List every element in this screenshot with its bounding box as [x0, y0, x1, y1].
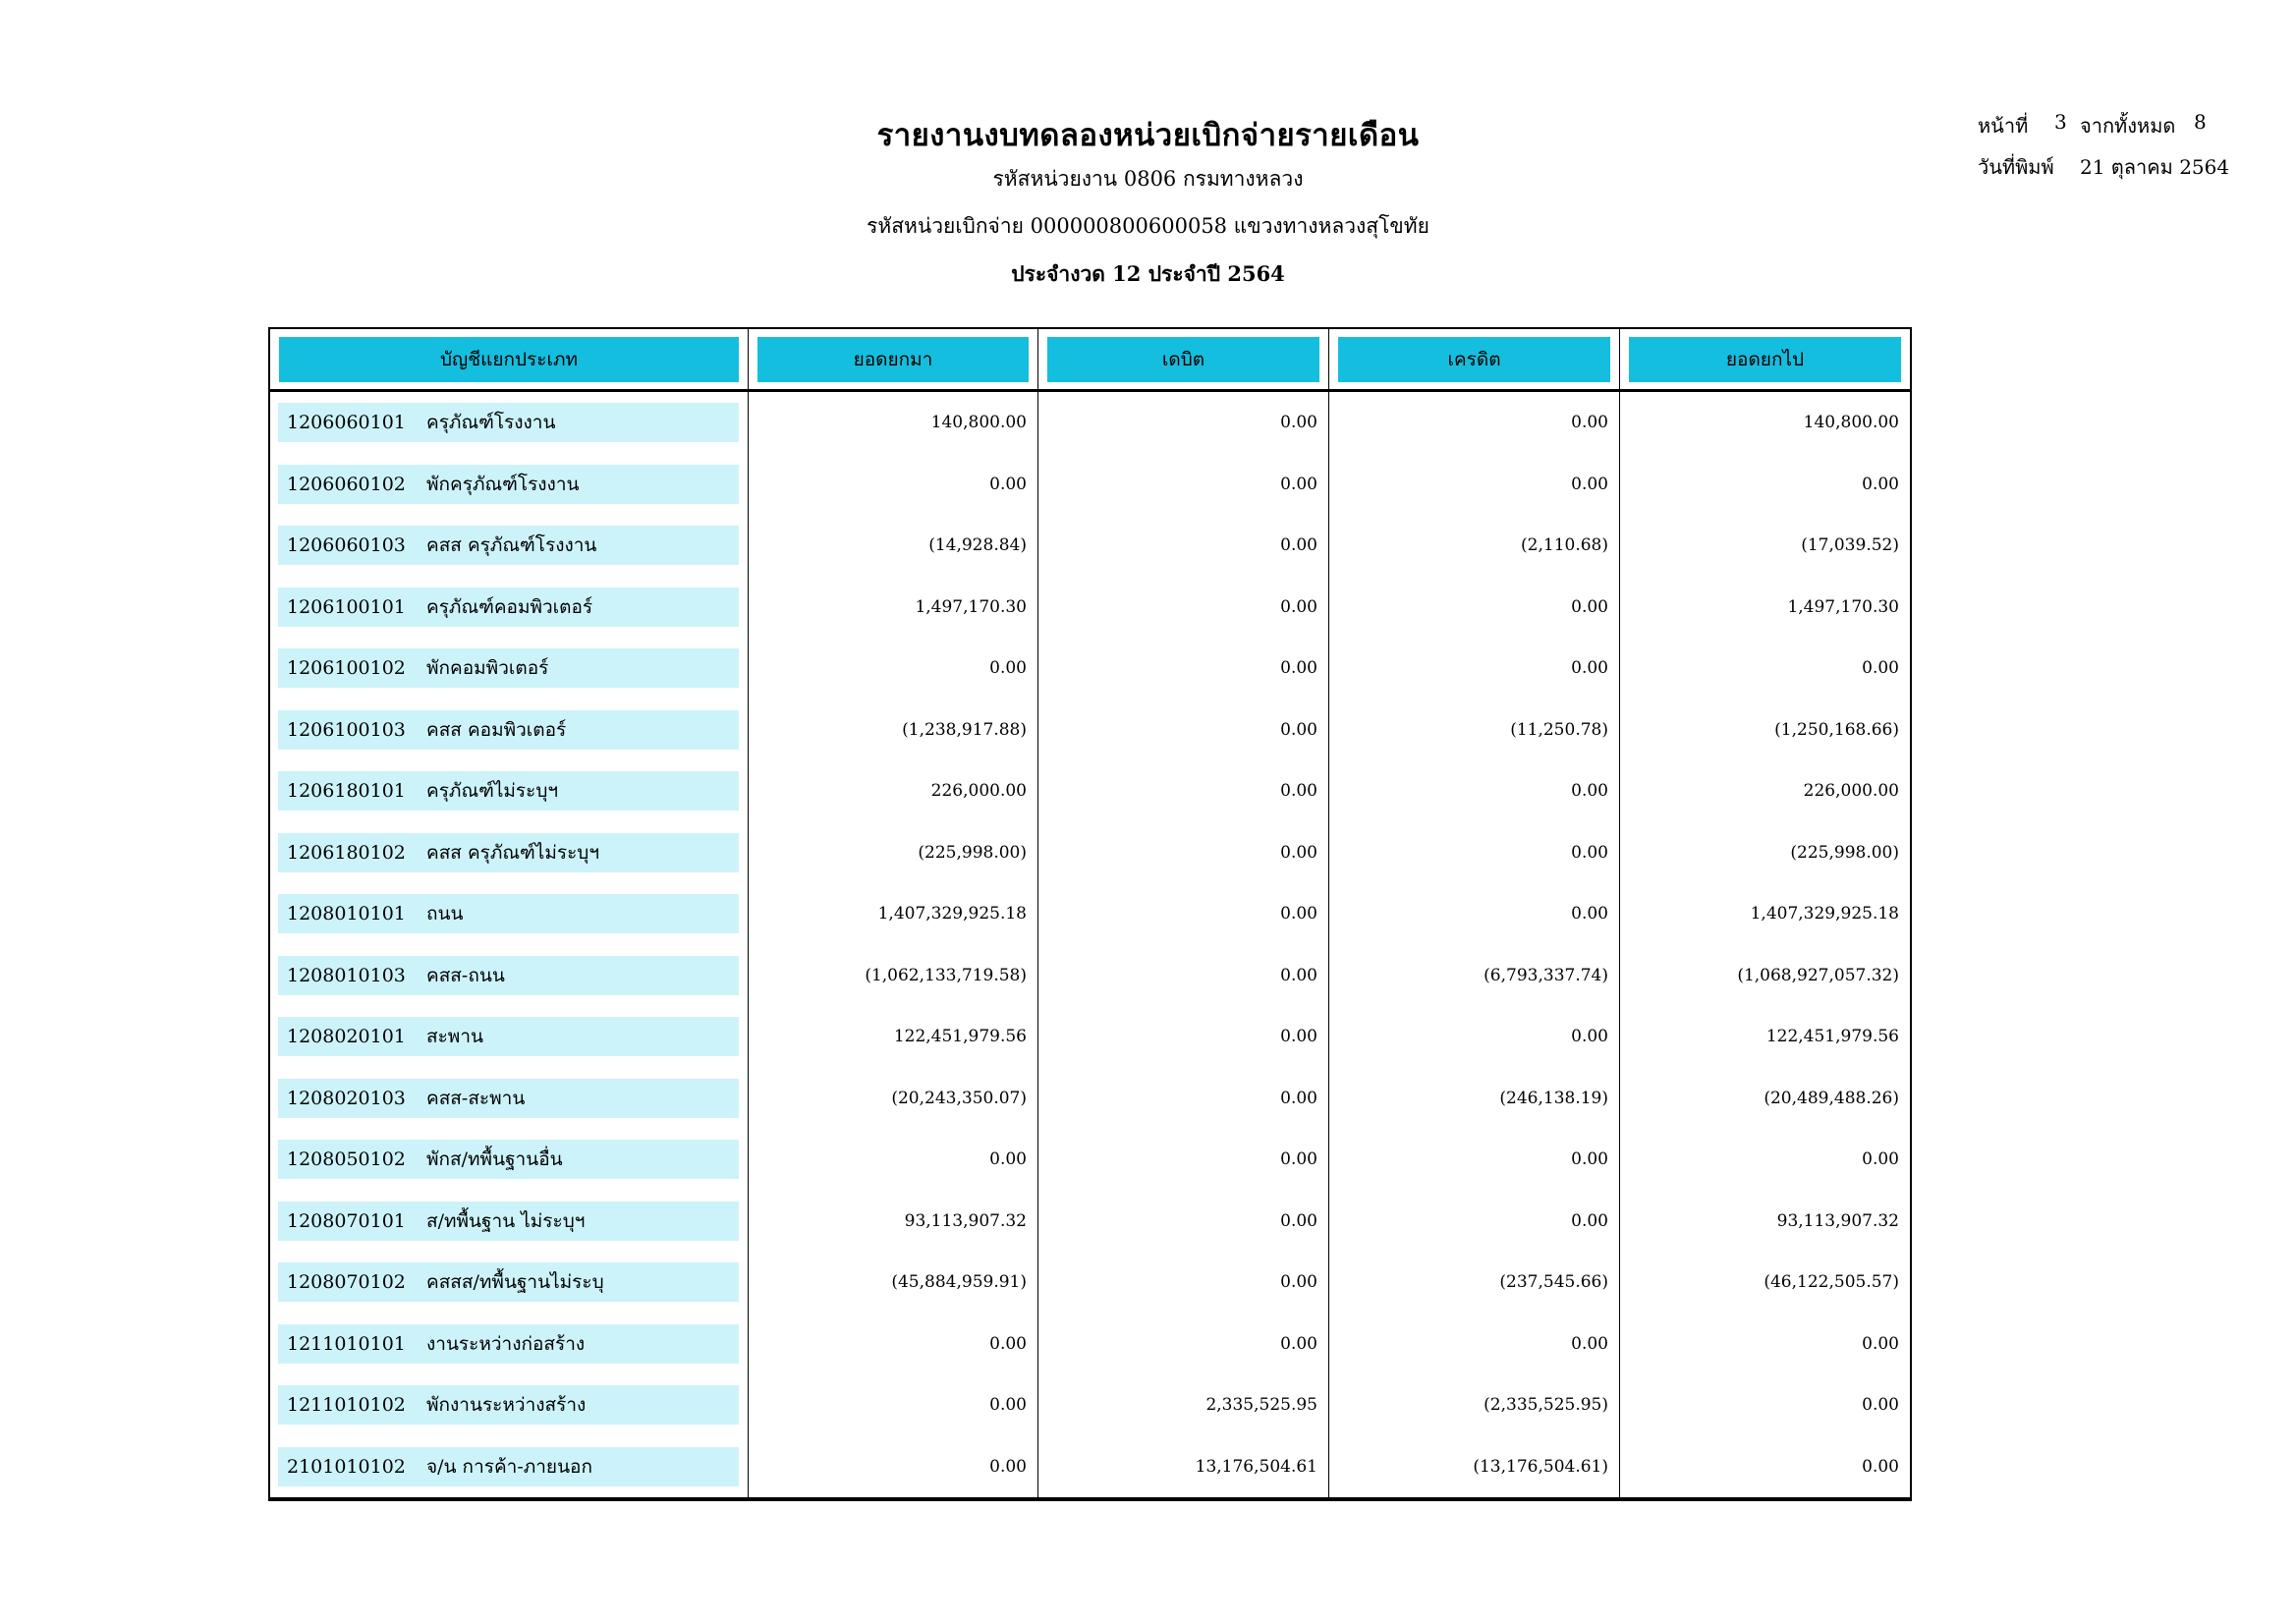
debit-amount: 0.00 [1280, 781, 1317, 802]
account-code: 1206060103 [287, 534, 406, 556]
account-name: คสสส/ทพื้นฐานไม่ระบุ [426, 1271, 604, 1293]
account-cell [270, 883, 748, 945]
account-code: 1206100102 [287, 657, 406, 679]
report-title: รายงานงบทดลองหน่วยเบิกจ่ายรายเดือน [876, 118, 1420, 153]
total-pages-label: จากทั้งหมด [2080, 114, 2176, 138]
credit-amount: 0.00 [1571, 1333, 1608, 1354]
account-cell [270, 1068, 748, 1130]
credit-amount: 0.00 [1571, 904, 1608, 924]
account-code: 1211010102 [287, 1394, 406, 1416]
table-row [270, 1191, 1910, 1253]
debit-amount: 0.00 [1280, 904, 1317, 924]
account-code: 1206100103 [287, 718, 406, 741]
debit-amount-cell [1037, 1068, 1328, 1130]
debit-amount-cell [1037, 883, 1328, 945]
account-name: พักครุภัณฑ์โรงงาน [426, 473, 580, 495]
opening-balance-amount: 0.00 [989, 1333, 1027, 1354]
table-row [270, 577, 1910, 639]
debit-amount: 0.00 [1280, 965, 1317, 985]
account-row-band [278, 403, 739, 442]
column-header-account: บัญชีแยกประเภท [279, 337, 739, 382]
opening-balance-amount: 1,407,329,925.18 [877, 904, 1027, 924]
debit-amount-cell [1037, 1129, 1328, 1191]
credit-amount-cell [1328, 1252, 1619, 1314]
credit-amount: 0.00 [1571, 781, 1608, 802]
account-cell [270, 515, 748, 577]
opening-balance-amount: 140,800.00 [930, 413, 1027, 433]
closing-balance-amount-cell [1619, 945, 1910, 1007]
credit-amount-cell [1328, 392, 1619, 454]
credit-amount: 0.00 [1571, 842, 1608, 863]
opening-balance-amount: 0.00 [989, 658, 1027, 679]
credit-amount: 0.00 [1571, 1027, 1608, 1047]
opening-balance-amount-cell [748, 1252, 1037, 1314]
account-row-band [278, 588, 739, 627]
debit-amount-cell [1037, 700, 1328, 761]
account-row-band [278, 648, 739, 688]
opening-balance-amount-cell [748, 1191, 1037, 1253]
print-date-label: วันที่พิมพ์ [1978, 155, 2054, 179]
debit-amount: 0.00 [1280, 1333, 1317, 1354]
opening-balance-amount: 1,497,170.30 [915, 596, 1027, 617]
column-header-credit: เครดิต [1338, 337, 1610, 382]
debit-amount-cell [1037, 515, 1328, 577]
account-name: คสส คอมพิวเตอร์ [426, 718, 567, 741]
closing-balance-amount-cell [1619, 1129, 1910, 1191]
credit-amount: (2,335,525.95) [1484, 1395, 1608, 1416]
credit-amount-cell [1328, 822, 1619, 884]
debit-amount: 0.00 [1280, 596, 1317, 617]
closing-balance-amount-cell [1619, 454, 1910, 516]
account-cell [270, 577, 748, 639]
debit-amount-cell [1037, 1252, 1328, 1314]
column-header-debit-cell [1037, 329, 1328, 389]
print-date: 21 ตุลาคม 2564 [2080, 155, 2230, 179]
table-row [270, 454, 1910, 516]
credit-amount: (2,110.68) [1521, 535, 1608, 556]
credit-amount: 0.00 [1571, 1210, 1608, 1231]
opening-balance-amount: 0.00 [989, 1456, 1027, 1477]
credit-amount: (6,793,337.74) [1484, 965, 1608, 985]
table-row [270, 822, 1910, 884]
account-code: 1208050102 [287, 1148, 406, 1170]
table-row [270, 1374, 1910, 1436]
table-row [270, 392, 1910, 454]
credit-amount-cell [1328, 1006, 1619, 1068]
table-row [270, 638, 1910, 700]
account-name: จ/น การค้า-ภายนอก [426, 1455, 592, 1478]
account-cell [270, 1314, 748, 1375]
account-code: 1208010101 [287, 903, 406, 924]
account-cell [270, 760, 748, 822]
debit-amount-cell [1037, 1006, 1328, 1068]
account-cell [270, 1129, 748, 1191]
column-header-closing-balance: ยอดยกไป [1629, 337, 1901, 382]
credit-amount: 0.00 [1571, 596, 1608, 617]
closing-balance-amount: 0.00 [1862, 474, 1899, 494]
account-name: คสส-สะพาน [426, 1087, 526, 1109]
credit-amount-cell [1328, 1374, 1619, 1436]
account-name: พักงานระหว่างสร้าง [426, 1394, 587, 1416]
account-row-band [278, 1017, 739, 1056]
closing-balance-amount: 0.00 [1862, 1333, 1899, 1354]
credit-amount: (11,250.78) [1510, 719, 1608, 740]
column-header-credit-cell [1328, 329, 1619, 389]
account-row-band [278, 771, 739, 811]
account-code: 1208020101 [287, 1026, 406, 1047]
credit-amount: (237,545.66) [1499, 1272, 1608, 1293]
debit-amount: 0.00 [1280, 1210, 1317, 1231]
closing-balance-amount: (17,039.52) [1801, 535, 1899, 556]
account-name: คสส-ถนน [426, 964, 505, 986]
closing-balance-amount: (225,998.00) [1790, 842, 1899, 863]
account-name: พักคอมพิวเตอร์ [426, 657, 549, 679]
debit-amount: 0.00 [1280, 842, 1317, 863]
account-code: 2101010102 [287, 1455, 406, 1478]
closing-balance-amount-cell [1619, 1374, 1910, 1436]
account-cell [270, 822, 748, 884]
trial-balance-table [268, 327, 1912, 1501]
credit-amount-cell [1328, 1436, 1619, 1498]
account-row-band [278, 526, 739, 565]
opening-balance-amount: 226,000.00 [930, 781, 1027, 802]
opening-balance-amount: (45,884,959.91) [891, 1272, 1027, 1293]
opening-balance-amount-cell [748, 1006, 1037, 1068]
debit-amount-cell [1037, 454, 1328, 516]
closing-balance-amount-cell [1619, 1252, 1910, 1314]
account-cell [270, 638, 748, 700]
account-row-band [278, 1140, 739, 1179]
credit-amount-cell [1328, 700, 1619, 761]
debit-amount-cell [1037, 945, 1328, 1007]
closing-balance-amount: (20,489,488.26) [1764, 1088, 1899, 1108]
table-row [270, 1314, 1910, 1375]
table-row [270, 1068, 1910, 1130]
opening-balance-amount-cell [748, 700, 1037, 761]
opening-balance-amount: 0.00 [989, 1149, 1027, 1170]
credit-amount-cell [1328, 638, 1619, 700]
account-name: ครุภัณฑ์โรงงาน [426, 412, 556, 433]
account-cell [270, 1191, 748, 1253]
closing-balance-amount-cell [1619, 638, 1910, 700]
account-code: 1208020103 [287, 1087, 406, 1109]
credit-amount-cell [1328, 454, 1619, 516]
account-code: 1208070101 [287, 1209, 406, 1232]
closing-balance-amount: (1,068,927,057.32) [1737, 965, 1899, 985]
account-name: สะพาน [426, 1026, 483, 1047]
opening-balance-amount: 122,451,979.56 [893, 1027, 1027, 1047]
account-code: 1206180102 [287, 841, 406, 864]
column-header-opening-balance: ยอดยกมา [757, 337, 1029, 382]
opening-balance-amount-cell [748, 883, 1037, 945]
table-row [270, 883, 1910, 945]
account-name: ครุภัณฑ์คอมพิวเตอร์ [426, 595, 593, 618]
debit-amount-cell [1037, 1436, 1328, 1498]
account-name: งานระหว่างก่อสร้าง [426, 1332, 586, 1355]
column-header-opening-cell [748, 329, 1037, 389]
account-row-band [278, 465, 739, 504]
credit-amount-cell [1328, 945, 1619, 1007]
opening-balance-amount-cell [748, 1314, 1037, 1375]
account-name: คสส ครุภัณฑ์โรงงาน [426, 534, 597, 556]
account-code: 1208010103 [287, 964, 406, 986]
closing-balance-amount-cell [1619, 1314, 1910, 1375]
page-number-label: หน้าที่ [1978, 114, 2029, 138]
opening-balance-amount: (1,238,917.88) [902, 719, 1027, 740]
period-line: ประจำงวด 12 ประจำปี 2564 [1011, 261, 1285, 286]
debit-amount-cell [1037, 638, 1328, 700]
account-code: 1206180101 [287, 780, 406, 802]
opening-balance-amount-cell [748, 392, 1037, 454]
account-cell [270, 454, 748, 516]
closing-balance-amount: 1,497,170.30 [1787, 596, 1899, 617]
debit-amount-cell [1037, 1191, 1328, 1253]
credit-amount-cell [1328, 515, 1619, 577]
closing-balance-amount-cell [1619, 515, 1910, 577]
opening-balance-amount: 0.00 [989, 1395, 1027, 1416]
debit-amount: 0.00 [1280, 1088, 1317, 1108]
opening-balance-amount-cell [748, 945, 1037, 1007]
closing-balance-amount: 0.00 [1862, 1149, 1899, 1170]
table-row [270, 1436, 1910, 1498]
credit-amount-cell [1328, 1314, 1619, 1375]
closing-balance-amount: 0.00 [1862, 1395, 1899, 1416]
account-row-band [278, 710, 739, 750]
account-name: คสส ครุภัณฑ์ไม่ระบุฯ [426, 841, 600, 864]
closing-balance-amount-cell [1619, 392, 1910, 454]
table-row [270, 1129, 1910, 1191]
opening-balance-amount-cell [748, 577, 1037, 639]
account-row-band [278, 894, 739, 933]
opening-balance-amount: 0.00 [989, 474, 1027, 494]
closing-balance-amount-cell [1619, 822, 1910, 884]
table-row [270, 945, 1910, 1007]
closing-balance-amount: 226,000.00 [1803, 781, 1899, 802]
credit-amount-cell [1328, 883, 1619, 945]
closing-balance-amount-cell [1619, 577, 1910, 639]
account-cell [270, 392, 748, 454]
credit-amount: 0.00 [1571, 474, 1608, 494]
opening-balance-amount-cell [748, 1068, 1037, 1130]
page-number: 3 [2054, 110, 2067, 134]
opening-balance-amount-cell [748, 454, 1037, 516]
table-body [270, 392, 1910, 1497]
debit-amount-cell [1037, 577, 1328, 639]
column-header-debit: เดบิต [1047, 337, 1319, 382]
opening-balance-amount-cell [748, 760, 1037, 822]
account-row-band [278, 1324, 739, 1364]
opening-balance-amount: (225,998.00) [918, 842, 1027, 863]
account-cell [270, 1006, 748, 1068]
account-name: ส/ทพื้นฐาน ไม่ระบุฯ [426, 1209, 586, 1232]
closing-balance-amount-cell [1619, 1068, 1910, 1130]
account-row-band [278, 1385, 739, 1425]
account-code: 1206060101 [287, 412, 406, 433]
account-row-band [278, 1262, 739, 1302]
closing-balance-amount-cell [1619, 700, 1910, 761]
closing-balance-amount: 0.00 [1862, 658, 1899, 679]
account-code: 1206060102 [287, 473, 406, 495]
account-row-band [278, 956, 739, 995]
table-row [270, 1006, 1910, 1068]
account-row-band [278, 1202, 739, 1241]
credit-amount-cell [1328, 760, 1619, 822]
closing-balance-amount-cell [1619, 760, 1910, 822]
credit-amount-cell [1328, 1191, 1619, 1253]
column-header-closing-cell [1619, 329, 1910, 389]
opening-balance-amount-cell [748, 1374, 1037, 1436]
credit-amount: (13,176,504.61) [1473, 1456, 1608, 1477]
account-row-band [278, 833, 739, 872]
account-code: 1208070102 [287, 1271, 406, 1293]
column-header-account-cell [270, 329, 748, 389]
account-cell [270, 1252, 748, 1314]
table-row [270, 760, 1910, 822]
opening-balance-amount: 93,113,907.32 [904, 1210, 1027, 1231]
account-code: 1211010101 [287, 1332, 406, 1355]
debit-amount: 0.00 [1280, 1272, 1317, 1293]
account-code: 1206100101 [287, 595, 406, 618]
debit-amount: 2,335,525.95 [1205, 1395, 1317, 1416]
credit-amount: 0.00 [1571, 658, 1608, 679]
account-row-band [278, 1079, 739, 1118]
closing-balance-amount-cell [1619, 1191, 1910, 1253]
account-name: ครุภัณฑ์ไม่ระบุฯ [426, 780, 559, 802]
closing-balance-amount: 1,407,329,925.18 [1750, 904, 1899, 924]
opening-balance-amount-cell [748, 638, 1037, 700]
closing-balance-amount: 140,800.00 [1803, 413, 1899, 433]
opening-balance-amount: (1,062,133,719.58) [865, 965, 1027, 985]
opening-balance-amount-cell [748, 1436, 1037, 1498]
debit-amount-cell [1037, 1314, 1328, 1375]
debit-amount: 0.00 [1280, 1149, 1317, 1170]
credit-amount: 0.00 [1571, 1149, 1608, 1170]
page-info [1978, 110, 2229, 183]
credit-amount-cell [1328, 577, 1619, 639]
account-name: พักส/ทพื้นฐานอื่น [426, 1148, 563, 1170]
opening-balance-amount-cell [748, 515, 1037, 577]
closing-balance-amount: 122,451,979.56 [1765, 1027, 1899, 1047]
closing-balance-amount: 0.00 [1862, 1456, 1899, 1477]
debit-amount: 0.00 [1280, 535, 1317, 556]
debit-amount-cell [1037, 392, 1328, 454]
debit-amount: 0.00 [1280, 413, 1317, 433]
account-cell [270, 700, 748, 761]
disbursement-unit-line: รหัสหน่วยเบิกจ่าย 000000800600058 แขวงทางหลวงสุโขทัย [867, 214, 1429, 238]
opening-balance-amount-cell [748, 822, 1037, 884]
account-cell [270, 945, 748, 1007]
closing-balance-amount-cell [1619, 1006, 1910, 1068]
debit-amount: 0.00 [1280, 474, 1317, 494]
closing-balance-amount: 93,113,907.32 [1776, 1210, 1899, 1231]
credit-amount: (246,138.19) [1499, 1088, 1608, 1108]
credit-amount-cell [1328, 1068, 1619, 1130]
total-pages: 8 [2194, 110, 2207, 134]
account-name: ถนน [426, 903, 464, 924]
debit-amount: 0.00 [1280, 1027, 1317, 1047]
closing-balance-amount-cell [1619, 1436, 1910, 1498]
opening-balance-amount-cell [748, 1129, 1037, 1191]
debit-amount-cell [1037, 760, 1328, 822]
table-row [270, 700, 1910, 761]
account-cell [270, 1374, 748, 1436]
agency-code-line: รหัสหน่วยงาน 0806 กรมทางหลวง [992, 167, 1304, 191]
table-row [270, 515, 1910, 577]
credit-amount: 0.00 [1571, 413, 1608, 433]
debit-amount: 13,176,504.61 [1195, 1456, 1317, 1477]
account-row-band [278, 1447, 739, 1486]
opening-balance-amount: (20,243,350.07) [891, 1088, 1027, 1108]
account-cell [270, 1436, 748, 1498]
closing-balance-amount-cell [1619, 883, 1910, 945]
table-row [270, 1252, 1910, 1314]
debit-amount-cell [1037, 822, 1328, 884]
debit-amount-cell [1037, 1374, 1328, 1436]
debit-amount: 0.00 [1280, 658, 1317, 679]
debit-amount: 0.00 [1280, 719, 1317, 740]
table-header-row [270, 329, 1910, 392]
closing-balance-amount: (1,250,168.66) [1774, 719, 1899, 740]
opening-balance-amount: (14,928.84) [928, 535, 1027, 556]
credit-amount-cell [1328, 1129, 1619, 1191]
closing-balance-amount: (46,122,505.57) [1764, 1272, 1899, 1293]
